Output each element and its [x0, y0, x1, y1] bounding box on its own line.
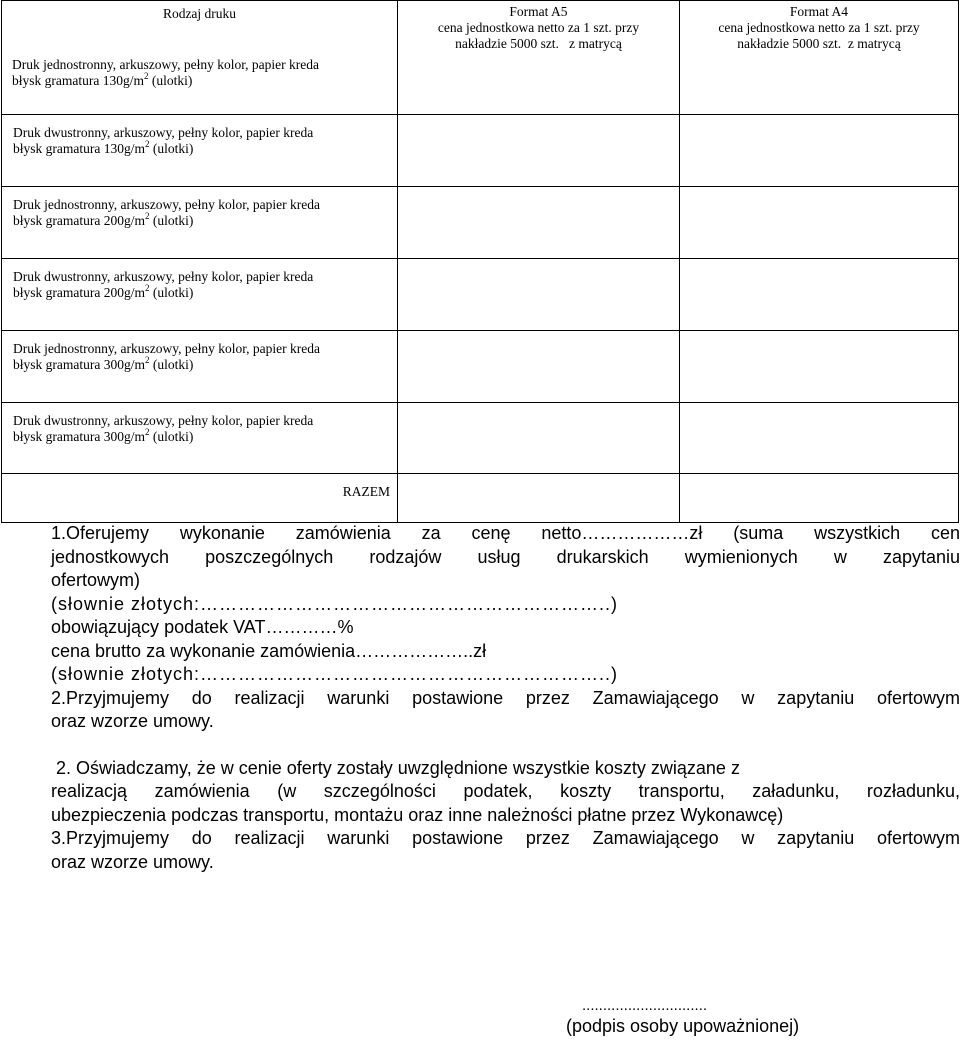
- print-type-cell: [2, 331, 398, 403]
- a5-price-cell[interactable]: [398, 259, 680, 331]
- print-type-line1: Druk dwustronny, arkuszowy, pełny kolor, papier kreda: [13, 125, 314, 140]
- print-type-line2: błysk gramatura 300g/m: [13, 429, 145, 444]
- offer-line: ofertowym): [51, 570, 141, 590]
- offer-line: 2. Oświadczamy, że w cenie oferty zostały uwzględnione wszystkie koszty związane z: [51, 757, 740, 778]
- first-print-type: [12, 57, 319, 89]
- a5-price-cell[interactable]: [398, 403, 680, 474]
- a5-price-cell[interactable]: [398, 187, 680, 259]
- a5-total-cell[interactable]: [398, 474, 680, 523]
- superscript: 2: [144, 427, 150, 437]
- offer-line: oraz wzorze umowy.: [51, 851, 214, 872]
- print-type-suffix: (ulotki): [149, 141, 194, 156]
- print-type-line2: błysk gramatura 300g/m: [13, 357, 145, 372]
- superscript: 2: [143, 71, 149, 81]
- print-type-suffix: (ulotki): [149, 285, 194, 300]
- print-type-line1: Druk dwustronny, arkuszowy, pełny kolor, papier kreda: [13, 269, 314, 284]
- price-table: [1, 0, 959, 523]
- offer-line: 1.Oferujemy wykonanie zamówienia za cenę netto………………zł (suma wszystkich cen: [51, 523, 960, 543]
- print-type-suffix: (ulotki): [149, 357, 194, 372]
- vat-field: obowiązujący podatek VAT…………%: [51, 617, 354, 637]
- total-row: [2, 474, 959, 523]
- total-label: RAZEM: [2, 474, 398, 523]
- print-type-cell: [2, 187, 398, 259]
- print-type-cell: [2, 115, 398, 187]
- table-row: [2, 187, 959, 259]
- format-a4-header: [680, 1, 959, 115]
- first-print-type-suffix: (ulotki): [148, 73, 193, 88]
- offer-line: 3.Przyjmujemy do realizacji warunki postawione przez Zamawiającego w zapytaniu ofertowym: [51, 828, 960, 848]
- gross-price-field: cena brutto za wykonanie zamówienia………………..zł: [51, 640, 487, 661]
- print-type-line2: błysk gramatura 200g/m: [13, 213, 145, 228]
- table-row: [2, 259, 959, 331]
- a4-price-cell[interactable]: [680, 187, 959, 259]
- amount-words-field: (słownie złotych:………………………………………………………..): [51, 593, 619, 614]
- signature-block: [566, 996, 799, 1036]
- print-type-line1: Druk jednostronny, arkuszowy, pełny kolor, papier kreda: [13, 197, 320, 212]
- offer-line: oraz wzorze umowy.: [51, 711, 214, 731]
- superscript: 2: [144, 211, 150, 221]
- format-a5-header: [398, 1, 680, 115]
- offer-line: ubezpieczenia podczas transportu, montażu oraz inne należności płatne przez Wykonawcę): [51, 804, 784, 825]
- print-type-line1: Druk dwustronny, arkuszowy, pełny kolor, papier kreda: [13, 413, 314, 428]
- a5-price-cell[interactable]: [398, 115, 680, 187]
- table-row: [2, 115, 959, 187]
- print-type-line2: błysk gramatura 130g/m: [13, 141, 145, 156]
- format-a4-line2: nakładzie 5000 szt. z matrycą: [737, 36, 901, 51]
- print-type-line1: Druk jednostronny, arkuszowy, pełny kolor, papier kreda: [13, 341, 320, 356]
- print-type-header: Rodzaj druku: [162, 6, 237, 21]
- print-type-suffix: (ulotki): [149, 213, 194, 228]
- print-type-line2: błysk gramatura 200g/m: [13, 285, 145, 300]
- print-type-suffix: (ulotki): [149, 429, 194, 444]
- format-a4-line1: cena jednostkowa netto za 1 szt. przy: [718, 20, 920, 35]
- superscript: 2: [144, 139, 150, 149]
- format-a5-title: Format A5: [509, 4, 568, 19]
- first-print-type-line2: błysk gramatura 130g/m: [12, 73, 144, 88]
- offer-line: realizacją zamówienia (w szczególności podatek, koszty transportu, załadunku, rozładunku,: [51, 781, 960, 801]
- a4-price-cell[interactable]: [680, 331, 959, 403]
- a4-price-cell[interactable]: [680, 403, 959, 474]
- offer-line: jednostkowych poszczególnych rodzajów usług drukarskich wymienionych w zapytaniu: [51, 546, 960, 567]
- first-print-type-line1: Druk jednostronny, arkuszowy, pełny kolor, papier kreda: [12, 57, 319, 72]
- spacer: [51, 734, 960, 757]
- offer-declaration: [51, 522, 960, 874]
- superscript: 2: [144, 283, 150, 293]
- format-a4-title: Format A4: [789, 4, 849, 19]
- table-header-row: [2, 1, 959, 115]
- signature-line: ..............................: [582, 997, 708, 1014]
- table-row: [2, 403, 959, 474]
- a5-price-cell[interactable]: [398, 331, 680, 403]
- signature-label: (podpis osoby upoważnionej): [566, 1016, 800, 1036]
- a4-price-cell[interactable]: [680, 259, 959, 331]
- superscript: 2: [144, 355, 150, 365]
- amount-words-field: (słownie złotych:………………………………………………………..): [51, 664, 619, 684]
- format-a5-line2: nakładzie 5000 szt. z matrycą: [455, 36, 622, 51]
- a4-total-cell[interactable]: [680, 474, 959, 523]
- print-type-cell: [2, 403, 398, 474]
- print-type-header-cell: [2, 1, 398, 115]
- format-a5-line1: cena jednostkowa netto za 1 szt. przy: [437, 20, 640, 35]
- table-row: [2, 331, 959, 403]
- a4-price-cell[interactable]: [680, 115, 959, 187]
- offer-line: 2.Przyjmujemy do realizacji warunki postawione przez Zamawiającego w zapytaniu ofertowym: [51, 687, 960, 708]
- print-type-cell: [2, 259, 398, 331]
